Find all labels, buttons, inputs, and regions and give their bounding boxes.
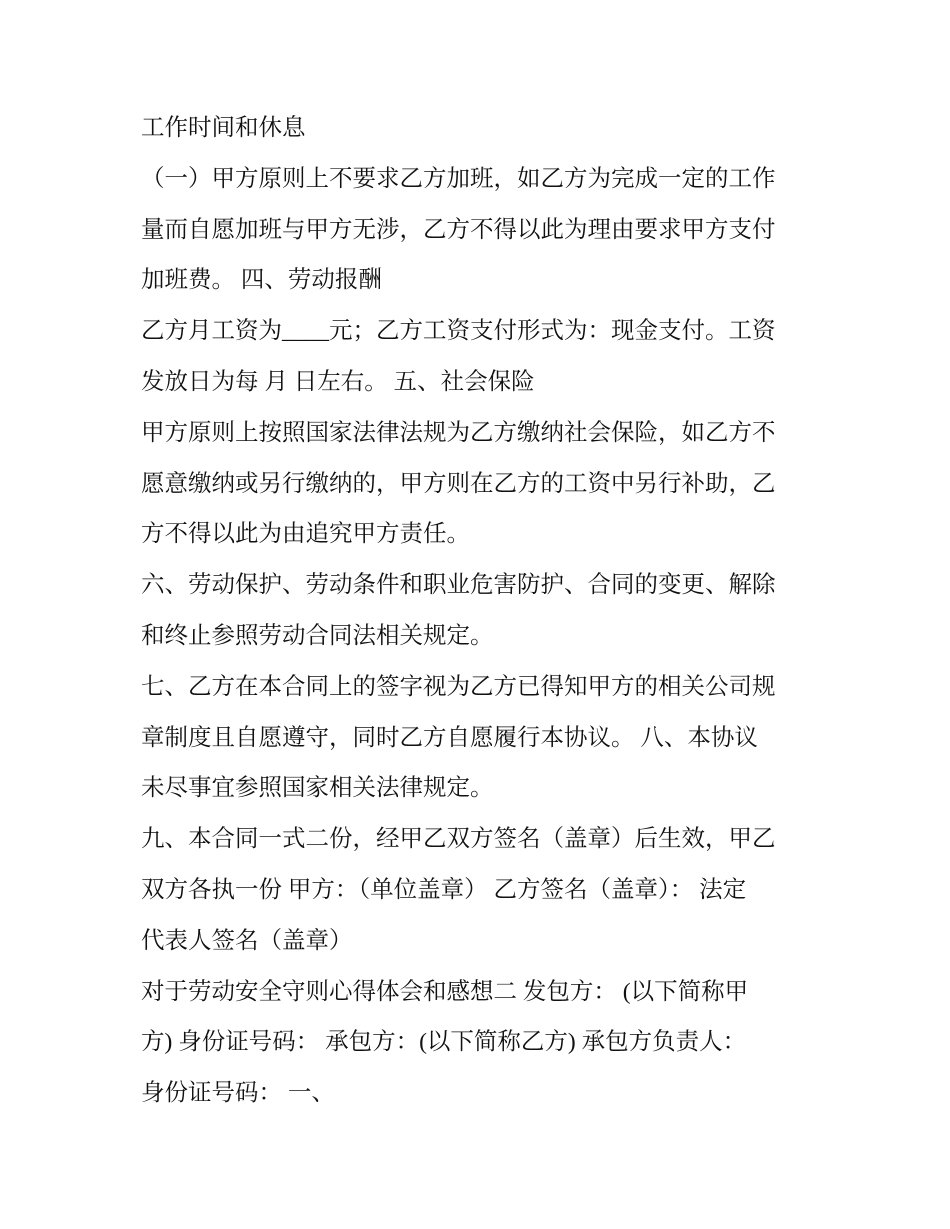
- text-line: 六、劳动保护、劳动条件和职业危害防护、合同的变更、解除: [141, 572, 776, 599]
- text-line: 发放日为每 月 日左右。 五、社会保险: [141, 368, 535, 395]
- text-line: 和终止参照劳动合同法相关规定。: [141, 622, 494, 649]
- text-line: 乙方月工资为____元；乙方工资支付形式为：现金支付。工资: [141, 318, 776, 345]
- text-line: 量而自愿加班与甲方无涉，乙方不得以此为理由要求甲方支付: [141, 216, 776, 243]
- text-line: 方不得以此为由追究甲方责任。: [141, 521, 470, 548]
- text-line: 代表人签名（盖章）: [141, 927, 353, 954]
- text-line: 加班费。 四、劳动报酬: [141, 267, 382, 294]
- document-page: [141, 114, 841, 1130]
- text-line: 身份证号码： 一、: [141, 1080, 335, 1107]
- text-line: 对于劳动安全守则心得体会和感想二 发包方： (以下简称甲: [141, 978, 749, 1005]
- text-line: 方) 身份证号码： 承包方：(以下简称乙方) 承包方负责人：: [141, 1029, 747, 1056]
- text-line: 七、乙方在本合同上的签字视为乙方已得知甲方的相关公司规: [141, 673, 776, 700]
- text-line: 甲方原则上按照国家法律法规为乙方缴纳社会保险，如乙方不: [141, 419, 776, 446]
- text-line: 工作时间和休息: [141, 115, 306, 141]
- text-line: （一）甲方原则上不要求乙方加班，如乙方为完成一定的工作: [141, 165, 776, 192]
- text-line: 未尽事宜参照国家相关法律规定。: [141, 775, 494, 802]
- text-line: 双方各执一份 甲方：（单位盖章） 乙方签名（盖章）： 法定: [141, 876, 747, 903]
- text-line: 九、本合同一式二份，经甲乙双方签名（盖章）后生效，甲乙: [141, 826, 776, 853]
- text-line: 愿意缴纳或另行缴纳的，甲方则在乙方的工资中另行补助，乙: [141, 470, 776, 497]
- text-line: 章制度且自愿遵守，同时乙方自愿履行本协议。 八、本协议: [141, 724, 758, 751]
